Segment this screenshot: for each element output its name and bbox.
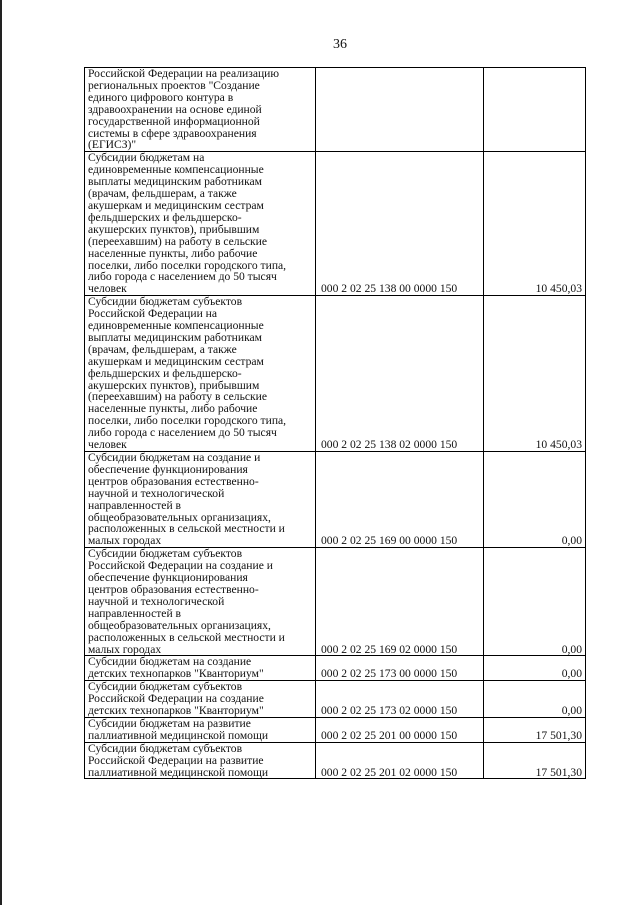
table-row <box>85 452 586 548</box>
row-code <box>316 68 484 152</box>
table-row <box>85 717 586 742</box>
row-code: 000 2 02 25 138 02 0000 150 <box>316 296 484 452</box>
row-code: 000 2 02 25 201 02 0000 150 <box>316 742 484 779</box>
row-amount: 10 450,03 <box>484 152 586 296</box>
row-amount: 17 501,30 <box>484 742 586 779</box>
row-amount: 0,00 <box>484 548 586 656</box>
page-edge-line <box>0 0 2 905</box>
table-row <box>85 656 586 681</box>
table-row <box>85 742 586 779</box>
row-name: Российской Федерации на реализацию региональных проектов "Создание единого цифрового контура в здравоохранении на основе единой государственной информационной системы в сфере здравоохранения (ЕГИСЗ)" <box>85 68 316 152</box>
table-row <box>85 296 586 452</box>
row-name: Субсидии бюджетам субъектов Российской Федерации на единовременные компенсационные выплаты медицинским работникам (врачам, фельдшерам, а также акушеркам и медицинским сестрам фельдшерских и фельдшерско- акушерских пунктов), прибывшим (переехавшим) на работу в сельские населенные пункты, либо рабочие поселки, либо поселки городского типа, либо города с населением до 50 тысяч человек <box>85 296 316 452</box>
row-amount <box>484 68 586 152</box>
row-amount: 0,00 <box>484 681 586 718</box>
page-number: 36 <box>333 37 347 52</box>
table-row <box>85 68 586 152</box>
budget-table <box>84 67 586 779</box>
row-name: Субсидии бюджетам на единовременные компенсационные выплаты медицинским работникам (врачам, фельдшерам, а также акушеркам и медицинским сестрам фельдшерских и фельдшерско- акушерских пунктов), прибывшим (переехавшим) на работу в сельские населенные пункты, либо рабочие поселки, либо поселки городского типа, либо города с населением до 50 тысяч человек <box>85 152 316 296</box>
row-name: Субсидии бюджетам субъектов Российской Федерации на создание и обеспечение функционирования центров образования естественно- научной и технологической направленностей в общеобразовательных организациях, расположенных в сельской местности и малых городах <box>85 548 316 656</box>
row-code: 000 2 02 25 173 02 0000 150 <box>316 681 484 718</box>
row-code: 000 2 02 25 169 02 0000 150 <box>316 548 484 656</box>
row-code: 000 2 02 25 138 00 0000 150 <box>316 152 484 296</box>
row-amount: 17 501,30 <box>484 717 586 742</box>
table-row <box>85 548 586 656</box>
row-name: Субсидии бюджетам на развитие паллиативной медицинской помощи <box>85 717 316 742</box>
row-amount: 0,00 <box>484 656 586 681</box>
row-name: Субсидии бюджетам субъектов Российской Федерации на развитие паллиативной медицинской помощи <box>85 742 316 779</box>
row-code: 000 2 02 25 173 00 0000 150 <box>316 656 484 681</box>
table-row <box>85 152 586 296</box>
row-amount: 0,00 <box>484 452 586 548</box>
row-name: Субсидии бюджетам субъектов Российской Федерации на создание детских технопарков "Кванториум" <box>85 681 316 718</box>
row-name: Субсидии бюджетам на создание детских технопарков "Кванториум" <box>85 656 316 681</box>
row-code: 000 2 02 25 201 00 0000 150 <box>316 717 484 742</box>
table-row <box>85 681 586 718</box>
row-code: 000 2 02 25 169 00 0000 150 <box>316 452 484 548</box>
row-name: Субсидии бюджетам на создание и обеспечение функционирования центров образования естественно- научной и технологической направленностей в общеобразовательных организациях, расположенных в сельской местности и малых городах <box>85 452 316 548</box>
row-amount: 10 450,03 <box>484 296 586 452</box>
